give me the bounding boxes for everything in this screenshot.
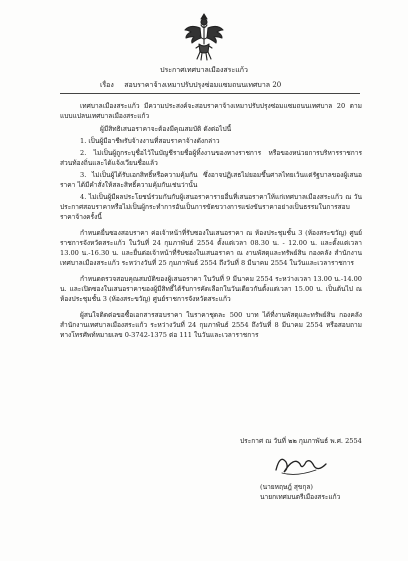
subject-text: สอบราคาจ้างเหมาปรับปรุงซ่อมแซมถนนเทศบาล 20 [124,81,282,89]
signer-title: นายกเทศมนตรีเมืองสระแก้ว [260,493,341,501]
intro-paragraph: เทศบาลเมืองสระแก้ว มีความประสงค์จะสอบราคาจ้างเหมาปรับปรุงซ่อมแซมถนนเทศบาล 20 ตามแบบแปลนเทศบาลเมืองสระแก้ว [60,102,362,120]
inspection-paragraph: กำหนดตรวจสอบคุณสมบัติของผู้เสนอราคา ในวันที่ 9 มีนาคม 2554 ระหว่างเวลา 13.00 น.-14.00 น. และเปิดซองในเสนอราคาของผู้มีสิทธิ์ได้รับการคัดเลือกในวันเดียวกันตั้งแต่เวลา 15.00 น. เป็นต้นไป ณ ห้องประชุมชั้น 3 (ห้องสระขวัญ) ศูนย์ราชการจังหวัดสระแก้ว [60,275,362,303]
garuda-emblem-icon [182,10,226,62]
qualifications-heading: ผู้มีสิทธิเสนอราคาจะต้องมีคุณสมบัติ ดังต่อไปนี้ [100,125,232,133]
qualification-3: 3. ไม่เป็นผู้ได้รับเอกสิทธิ์หรือความคุ้มกัน ซึ่งอาจปฏิเสธไม่ยอมขึ้นศาลไทยเว้นแต่รัฐบาลของผู้เสนอราคา ได้มีคำสั่งให้สละสิทธิ์ความคุ้มกันเช่นว่านั้น [60,171,362,189]
signer-block [260,482,360,502]
divider [60,93,360,94]
qualification-1: 1. เป็นผู้มีอาชีพรับจ้างงานที่สอบราคาจ้างดังกล่าว [80,137,220,145]
subject-line [100,81,360,90]
announcement-body [60,101,362,342]
submission-paragraph: กำหนดยื่นซองสอบราคา ค่อเจ้าหน้าที่รับซองในเสนอราคา ณ ห้องประชุมชั้น 3 (ห้องสระขวัญ) ศูนย์ราชการจังหวัดสระแก้ว ในวันที่ 24 กุมภาพันธ์ 2554 ตั้งแต่เวลา 08.30 น. - 12.00 น. และตั้งแต่เวลา 13.00 น.-16.30 น. และยื่นต่อเจ้าหน้าที่รับซองในเสนอราคา ณ งานพัสดุและทรัพย์สิน กองคลัง สำนักงานเทศบาลเมืองสระแก้ว ระหว่างวันที่ 25 กุมภาพันธ์ 2554 ถึงวันที่ 8 มีนาคม 2554 ในวันและเวลาราชการ [60,229,362,267]
announcement-date: ประกาศ ณ วันที่ ๒๒ กุมภาพันธ์ พ.ศ. 2554 [240,437,362,445]
subject-label: เรื่อง [100,81,114,89]
signature-icon [266,446,332,482]
qualification-4: 4. ไม่เป็นผู้มีผลประโยชน์ร่วมกันกับผู้เสนอราคารายอื่นที่เสนอราคาให้แก่เทศบาลเมืองสระแก้ว ณ วันประกาศสอบราคาหรือไม่เป็นผู้กระทำการอันเป็นการขัดขวางการแข่งขันราคาอย่างเป็นธรรมในการสอบราคาจ้างครั้งนี้ [60,193,362,221]
documents-paragraph: ผู้สนใจติดต่อขอซื้อเอกสารสอบราคา ในราคาชุดละ 500 บาท ได้ที่งานพัสดุและทรัพย์สิน กองคลัง สำนักงานเทศบาลเมืองสระแก้ว ระหว่างวันที่ 24 กุมภาพันธ์ 2554 ถึงวันที่ 8 มีนาคม 2554 หรือสอบถามทางโทรศัพท์หมายเลข 0-3742-1375 ต่อ 111 ในวันและเวลาราชการ [60,311,362,339]
qualification-2: 2. ไม่เป็นผู้ถูกระบุชื่อไว้ในบัญชีรายชื่อผู้ทิ้งงานของทางราชการ หรือของหน่วยการบริหารราชการส่วนท้องถิ่นและได้แจ้งเวียนชื่อแล้ว [60,149,362,167]
announcement-title: ประกาศเทศบาลเมืองสระแก้ว [160,66,248,74]
signer-name: (นายหฤษฎ์ สุขกุล) [260,483,313,491]
